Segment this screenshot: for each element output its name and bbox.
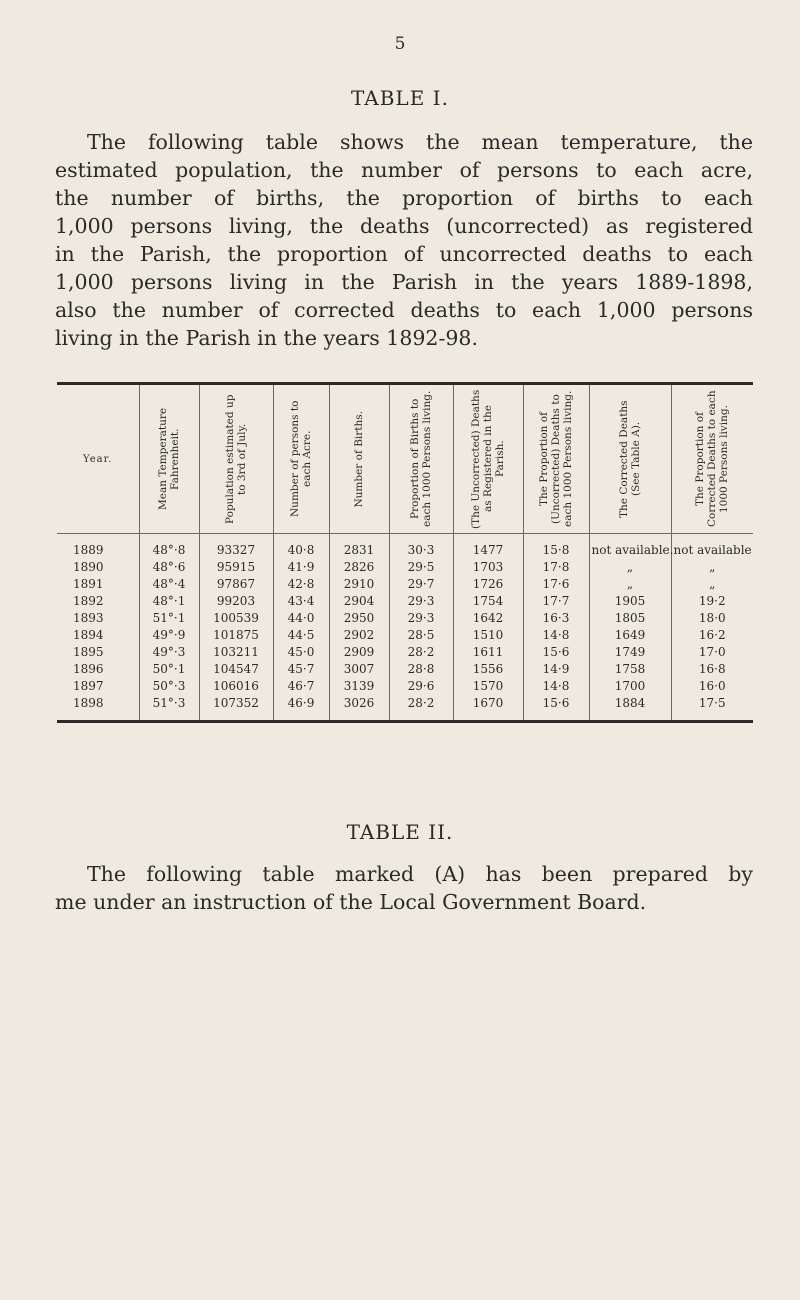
table-row xyxy=(57,678,753,695)
table-cell: 17·7 xyxy=(523,593,589,610)
table-cell: 48°·1 xyxy=(139,593,199,610)
table-cell: 45·7 xyxy=(273,661,329,678)
table2-title: TABLE II. xyxy=(346,820,454,844)
table-row xyxy=(57,534,753,560)
table1-title: TABLE I. xyxy=(351,86,449,110)
table-cell: 16·2 xyxy=(698,628,726,642)
table-cell: 29·3 xyxy=(389,610,453,627)
table-cell: 93327 xyxy=(199,534,273,560)
table-cell: 28·8 xyxy=(389,661,453,678)
table-cell: 29·5 xyxy=(389,559,453,576)
year-cell: 1896 xyxy=(57,661,139,678)
column-header-uncorrected-deaths: (The Uncorrected) Deaths as Registered in the Parish. xyxy=(453,384,523,534)
table-cell: 1754 xyxy=(453,593,523,610)
table-cell: 28·5 xyxy=(389,627,453,644)
table-cell: „ xyxy=(709,560,716,574)
table-cell: 51°·1 xyxy=(139,610,199,627)
table-row xyxy=(57,559,753,576)
table-cell: 2950 xyxy=(329,610,389,627)
table-cell: 50°·1 xyxy=(139,661,199,678)
table-cell: 1670 xyxy=(453,695,523,722)
table-cell: 44·0 xyxy=(273,610,329,627)
table-cell: 106016 xyxy=(199,678,273,695)
table-cell: 97867 xyxy=(199,576,273,593)
description-line: living in the Parish in the years 1892-98. xyxy=(55,326,478,350)
table1-description xyxy=(55,128,753,352)
table-cell: 40·8 xyxy=(273,534,329,560)
table-cell: 1700 xyxy=(589,678,671,695)
table-row xyxy=(57,576,753,593)
table-row xyxy=(57,627,753,644)
table-cell: 1749 xyxy=(589,644,671,661)
year-cell: 1898 xyxy=(57,695,139,722)
table-cell: 41·9 xyxy=(273,559,329,576)
table-cell: 2826 xyxy=(329,559,389,576)
column-header-birth-rate: Proportion of Births to each 1000 Persons living. xyxy=(389,384,453,534)
table-cell: 49°·9 xyxy=(139,627,199,644)
table-cell: 99203 xyxy=(199,593,273,610)
statistics-table xyxy=(57,382,753,723)
table-cell: 1510 xyxy=(453,627,523,644)
table-cell: „ xyxy=(589,559,671,576)
table-cell: not available. xyxy=(589,534,671,560)
description-line: estimated population, the number of persons to each acre, xyxy=(55,158,753,182)
year-cell: 1891 xyxy=(57,576,139,593)
description-line: The following table shows the mean temperature, the xyxy=(87,130,753,154)
table-cell: 1884 xyxy=(589,695,671,722)
table-cell: 17·8 xyxy=(523,559,589,576)
table-cell: 14·8 xyxy=(523,678,589,695)
table-cell: 3007 xyxy=(329,661,389,678)
table-cell: 1570 xyxy=(453,678,523,695)
table-cell: 3026 xyxy=(329,695,389,722)
table-cell: 43·4 xyxy=(273,593,329,610)
table-cell: 16·0 xyxy=(698,679,726,693)
table-cell: 1703 xyxy=(453,559,523,576)
column-header-corrected-death-rate: The Proportion of Corrected Deaths to each 1000 Persons living. xyxy=(671,384,753,534)
table-cell: 2902 xyxy=(329,627,389,644)
year-cell: 1894 xyxy=(57,627,139,644)
table-cell: 1726 xyxy=(453,576,523,593)
table-row xyxy=(57,644,753,661)
table-cell: „ xyxy=(709,577,716,591)
table-row xyxy=(57,661,753,678)
table-cell: 1477 xyxy=(453,534,523,560)
table-body xyxy=(57,534,753,722)
table-cell: 29·7 xyxy=(389,576,453,593)
description-line: 1,000 persons living, the deaths (uncorrected) as registered xyxy=(55,214,753,238)
column-header-uncorrected-death-rate: The Proportion of (Uncorrected) Deaths to each 1000 Persons living. xyxy=(523,384,589,534)
table-cell: 14·8 xyxy=(523,627,589,644)
table-cell: 51°·3 xyxy=(139,695,199,722)
table-cell: 104547 xyxy=(199,661,273,678)
table-cell: 19·2 xyxy=(698,594,726,608)
description-line: me under an instruction of the Local Government Board. xyxy=(55,890,647,914)
table-cell: 16·3 xyxy=(523,610,589,627)
table-cell: 2831 xyxy=(329,534,389,560)
description-line: also the number of corrected deaths to each 1,000 persons xyxy=(55,298,753,322)
table2-description xyxy=(55,860,753,916)
table-cell: 15·8 xyxy=(523,534,589,560)
table-cell: 14·9 xyxy=(523,661,589,678)
year-cell: 1893 xyxy=(57,610,139,627)
table-cell: 29·3 xyxy=(389,593,453,610)
column-header-year: Year. xyxy=(57,384,139,534)
table-cell: 17·6 xyxy=(523,576,589,593)
table-cell: 101875 xyxy=(199,627,273,644)
description-line: 1,000 persons living in the Parish in the years 1889-1898, xyxy=(55,270,753,294)
table-cell: 15·6 xyxy=(523,695,589,722)
table-cell: 17·5 xyxy=(698,696,726,710)
year-cell: 1889 xyxy=(57,534,139,560)
description-line: the number of births, the proportion of births to each xyxy=(55,186,753,210)
table-row xyxy=(57,593,753,610)
table-row xyxy=(57,610,753,627)
year-cell: 1892 xyxy=(57,593,139,610)
table-cell: 1805 xyxy=(589,610,671,627)
column-header-persons-per-acre: Number of persons to each Acre. xyxy=(273,384,329,534)
table-row xyxy=(57,695,753,722)
table-cell: 1642 xyxy=(453,610,523,627)
table-cell: 42·8 xyxy=(273,576,329,593)
table-cell: 2910 xyxy=(329,576,389,593)
description-line: The following table marked (A) has been prepared by xyxy=(87,862,753,886)
table-header-row xyxy=(57,384,753,534)
table-cell: 15·6 xyxy=(523,644,589,661)
column-header-temperature: Mean Temperature Fahrenheit. xyxy=(139,384,199,534)
table-cell: 48°·8 xyxy=(139,534,199,560)
table-cell: 1611 xyxy=(453,644,523,661)
table-cell: 2909 xyxy=(329,644,389,661)
table-cell: 3139 xyxy=(329,678,389,695)
table-cell: 16·8 xyxy=(698,662,726,676)
table-cell: 107352 xyxy=(199,695,273,722)
column-header-population: Population estimated up to 3rd of July. xyxy=(199,384,273,534)
table-cell: 1758 xyxy=(589,661,671,678)
table-cell: 46·7 xyxy=(273,678,329,695)
year-cell: 1895 xyxy=(57,644,139,661)
table-cell: 1556 xyxy=(453,661,523,678)
column-header-corrected-deaths: The Corrected Deaths (See Table A). xyxy=(589,384,671,534)
table-cell: not available xyxy=(673,543,752,557)
table-cell: 46·9 xyxy=(273,695,329,722)
table-cell: 103211 xyxy=(199,644,273,661)
table-cell: „ xyxy=(589,576,671,593)
table-cell: 28·2 xyxy=(389,695,453,722)
table-cell: 1905 xyxy=(589,593,671,610)
year-cell: 1897 xyxy=(57,678,139,695)
table-cell: 28·2 xyxy=(389,644,453,661)
table-cell: 29·6 xyxy=(389,678,453,695)
column-header-births: Number of Births. xyxy=(329,384,389,534)
table-cell: 17·0 xyxy=(698,645,726,659)
table-cell: 95915 xyxy=(199,559,273,576)
page-number: 5 xyxy=(394,34,406,54)
table-cell: 30·3 xyxy=(389,534,453,560)
table-cell: 48°·6 xyxy=(139,559,199,576)
table-cell: 50°·3 xyxy=(139,678,199,695)
table-cell: 100539 xyxy=(199,610,273,627)
description-line: in the Parish, the proportion of uncorrected deaths to each xyxy=(55,242,753,266)
table-cell: 45·0 xyxy=(273,644,329,661)
table-cell: 49°·3 xyxy=(139,644,199,661)
table-cell: 2904 xyxy=(329,593,389,610)
year-cell: 1890 xyxy=(57,559,139,576)
table-cell: 44·5 xyxy=(273,627,329,644)
table-cell: 18·0 xyxy=(698,611,726,625)
table-cell: 1649 xyxy=(589,627,671,644)
table-cell: 48°·4 xyxy=(139,576,199,593)
